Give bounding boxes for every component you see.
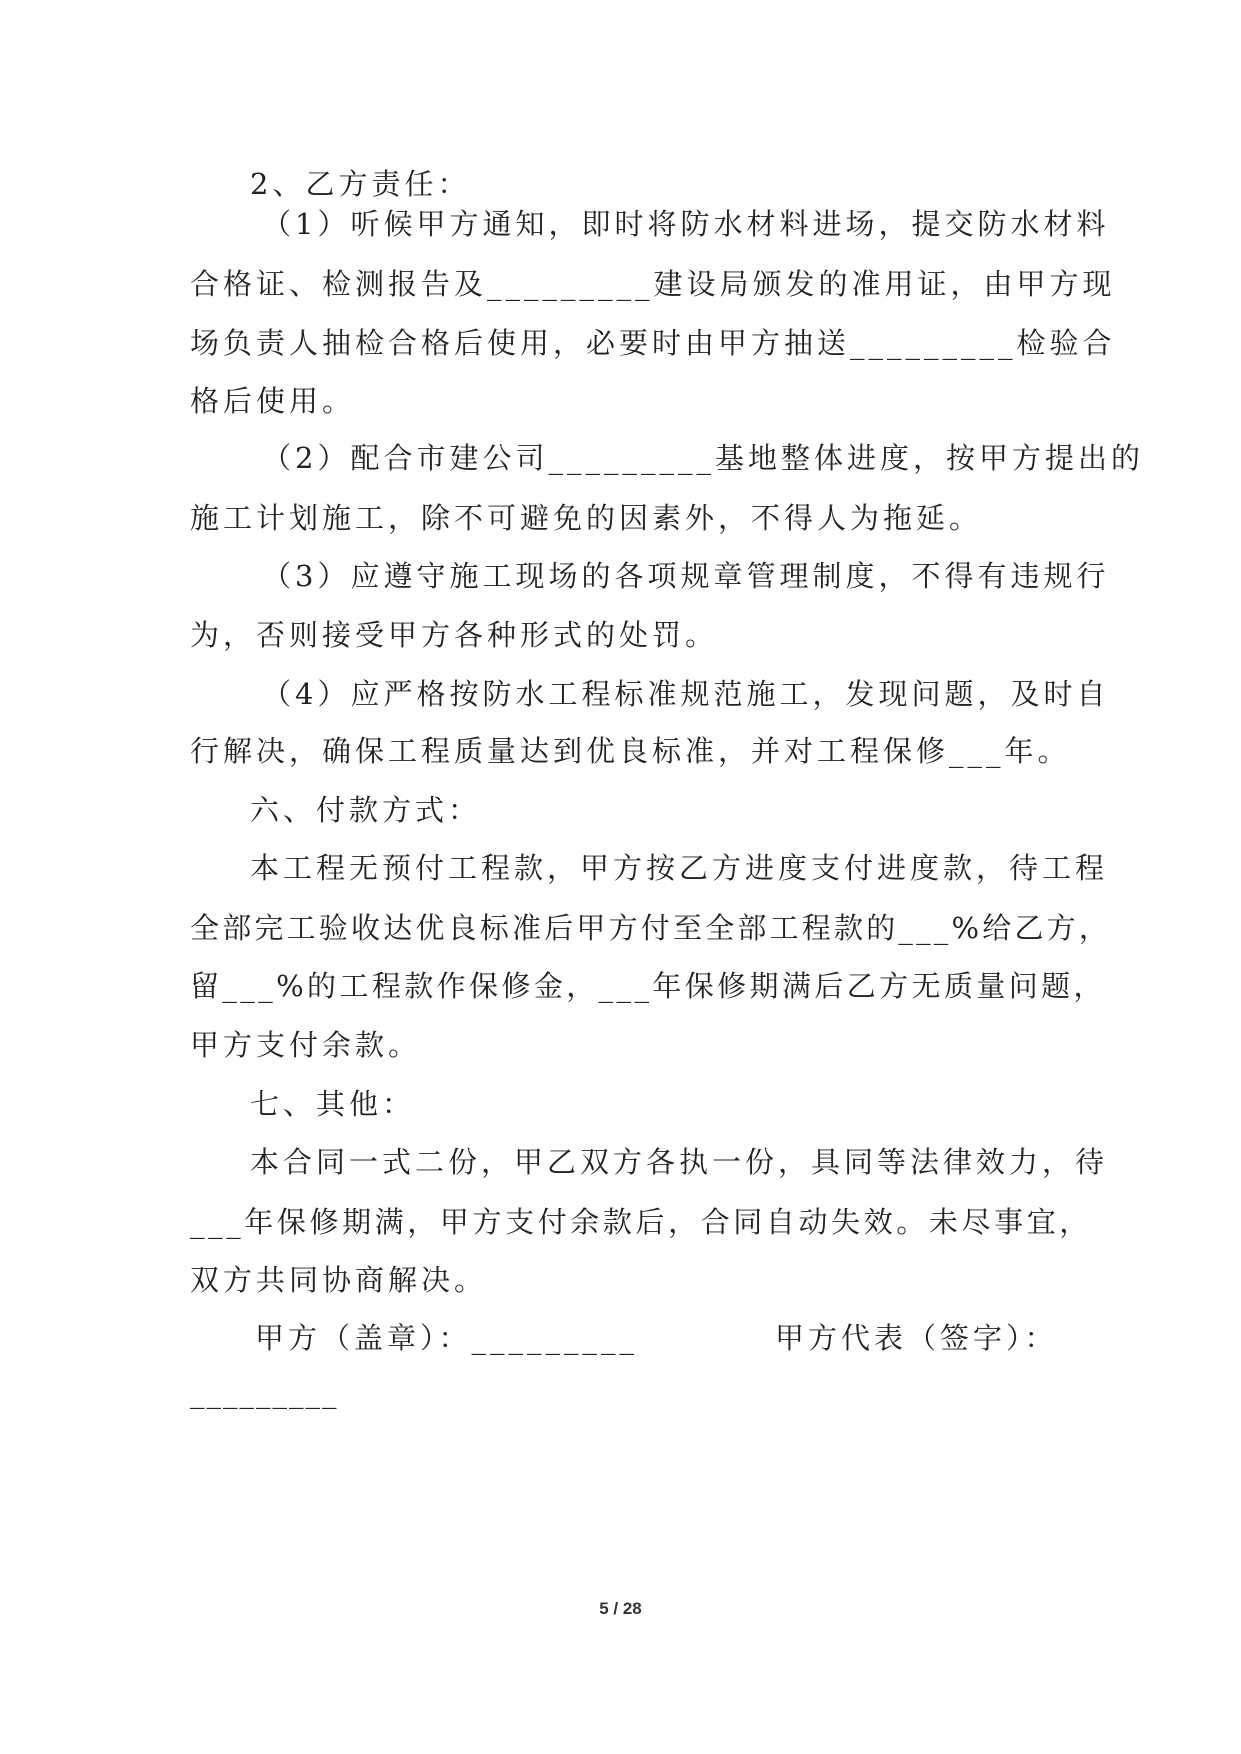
representative-signature-blank: _________ [190, 1375, 339, 1409]
paragraph-line: 双方共同协商解决。 [190, 1263, 488, 1297]
party-a-representative-line: 甲方代表（签字）： [775, 1321, 1058, 1355]
paragraph-line: （2）配合市建公司_________基地整体进度，按甲方提出的 [262, 441, 1144, 475]
paragraph-line: （1）听候甲方通知，即时将防水材料进场，提交防水材料 [262, 207, 1110, 241]
page-number: 5 / 28 [599, 1599, 642, 1618]
paragraph-line: 全部完工验收达优良标准后甲方付至全部工程款的___%给乙方， [190, 911, 1112, 945]
paragraph-line: 本工程无预付工程款，甲方按乙方进度支付进度款，待工程 [250, 851, 1109, 885]
section-heading-payment: 六、付款方式： [250, 793, 482, 827]
paragraph-line: 甲方支付余款。 [190, 1028, 422, 1062]
paragraph-line: 场负责人抽检合格后使用，必要时由甲方抽送_________检验合 [190, 326, 1116, 360]
party-a-seal-line: 甲方（盖章）：_________ [255, 1321, 639, 1355]
paragraph-line: 合格证、检测报告及_________建设局颁发的准用证，由甲方现 [190, 267, 1116, 301]
paragraph-line: 留___%的工程款作保修金，___年保修期满后乙方无质量问题， [190, 969, 1106, 1003]
paragraph-line: 本合同一式二份，甲乙双方各执一份，具同等法律效力，待 [250, 1145, 1109, 1179]
paragraph-line: 格后使用。 [190, 384, 356, 418]
section-heading-party-b-duties: 2、乙方责任： [250, 167, 471, 201]
paragraph-line: 行解决，确保工程质量达到优良标准，并对工程保修___年。 [190, 734, 1071, 768]
section-heading-other: 七、其他： [250, 1087, 416, 1121]
paragraph-line: （3）应遵守施工现场的各项规章管理制度，不得有违规行 [262, 559, 1110, 593]
paragraph-line: ___年保修期满，甲方支付余款后，合同自动失效。未尽事宜， [190, 1205, 1092, 1239]
paragraph-line: 为，否则接受甲方各种形式的处罚。 [190, 618, 719, 652]
paragraph-line: 施工计划施工，除不可避免的因素外，不得人为拖延。 [190, 501, 983, 535]
paragraph-line: （4）应严格按防水工程标准规范施工，发现问题，及时自 [262, 677, 1110, 711]
